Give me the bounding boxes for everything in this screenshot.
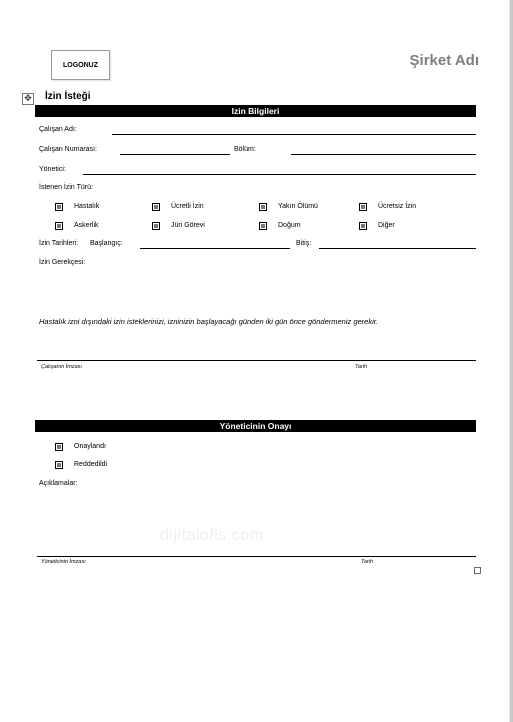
checkbox-approved[interactable] [55, 443, 63, 451]
checkbox-sick[interactable] [55, 203, 63, 211]
checkbox-jury[interactable] [152, 222, 160, 230]
employee-number-field[interactable] [120, 154, 230, 155]
section-header-leave-info: Izin Bilgileri [35, 105, 476, 117]
leave-type-option: Askerlik [74, 222, 99, 229]
leave-type-option: Diğer [378, 222, 395, 229]
checkbox-other[interactable] [359, 222, 367, 230]
reason-label: İzin Gerekçesi: [39, 259, 86, 266]
leave-type-label: İstenen İzin Türü: [39, 184, 93, 191]
page-edge-inner [509, 0, 510, 722]
manager-signature-line[interactable] [37, 556, 476, 557]
leave-type-option: Hastalık [74, 203, 100, 210]
employee-name-field[interactable] [112, 134, 476, 135]
checkbox-unpaid[interactable] [359, 203, 367, 211]
table-resize-handle-icon[interactable] [474, 567, 481, 574]
manager-field[interactable] [83, 174, 476, 175]
checkbox-paid[interactable] [152, 203, 160, 211]
leave-dates-label: İzin Tarihleri: [39, 240, 79, 247]
reason-input-area[interactable] [112, 258, 476, 310]
advance-notice-note: Hastalık izni dışındaki izin isteklerinizi, izninizin başlayacağı günden iki gün önce göndermeniz gerekir. [39, 317, 379, 326]
department-field[interactable] [291, 154, 476, 155]
leave-type-option: Jüri Görevi [171, 222, 205, 229]
leave-type-option: Yakın Ölümü [278, 203, 318, 210]
leave-type-option: Ücretsiz İzin [378, 203, 417, 210]
department-label: Bölüm: [234, 146, 256, 153]
logo-placeholder: LOGONUZ [51, 50, 110, 80]
checkbox-military[interactable] [55, 222, 63, 230]
start-date-field[interactable] [140, 248, 290, 249]
approved-label: Onaylandı [74, 443, 106, 450]
manager-date-label: Tarih [361, 559, 374, 565]
start-date-label: Başlangıç: [90, 240, 123, 247]
manager-signature-label: Yöneticinin İmzası [41, 559, 86, 565]
employee-name-label: Çalışan Adı: [39, 126, 77, 133]
rejected-label: Reddedildi [74, 461, 108, 468]
checkbox-maternity[interactable] [259, 222, 267, 230]
manager-label: Yönetici: [39, 166, 66, 173]
employee-signature-line[interactable] [37, 360, 476, 361]
table-move-handle-icon[interactable]: ✥ [22, 93, 34, 105]
form-title: İzin İsteği [45, 91, 91, 102]
leave-type-option: Doğum [278, 222, 301, 229]
company-name: Şirket Adı [409, 52, 479, 69]
comments-label: Açıklamalar: [39, 480, 78, 487]
employee-signature-label: Çalışanın İmzası [41, 364, 82, 370]
section-header-manager-approval: Yöneticinin Onayı [35, 420, 476, 432]
checkbox-bereavement[interactable] [259, 203, 267, 211]
checkbox-rejected[interactable] [55, 461, 63, 469]
end-date-field[interactable] [319, 248, 476, 249]
employee-number-label: Çalışan Numarası: [39, 146, 97, 153]
end-date-label: Bitiş: [296, 240, 312, 247]
employee-date-label: Tarih [355, 364, 368, 370]
watermark-text: dijitalofis.com [160, 527, 264, 544]
leave-type-option: Ücretli İzin [171, 203, 204, 210]
